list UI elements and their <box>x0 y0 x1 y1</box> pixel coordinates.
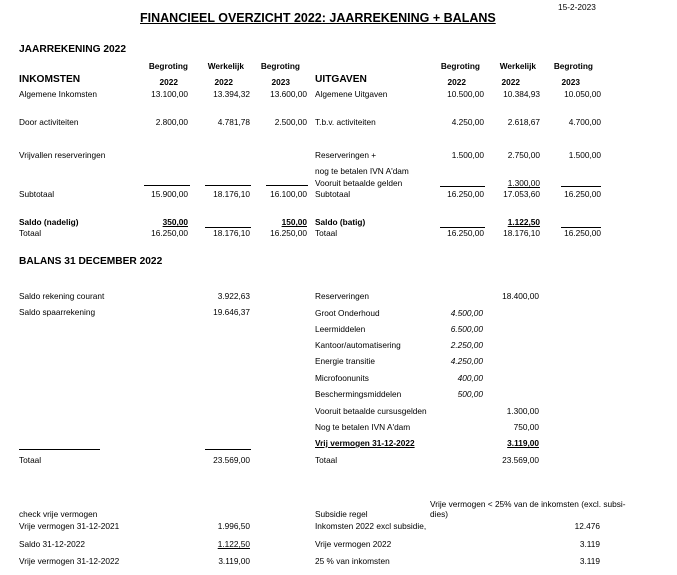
balans-right-value: 3.119,00 <box>507 438 539 448</box>
balans-right-label: Groot Onderhoud <box>315 308 380 318</box>
uitgaven-cell: 1.300,00 <box>507 178 540 188</box>
col-year-2-left: 2022 <box>214 77 233 87</box>
balans-right-label: Energie transitie <box>315 356 375 366</box>
col-year-1-right: 2022 <box>447 77 466 87</box>
inkomsten-heading: INKOMSTEN <box>19 74 81 85</box>
sum-line <box>205 449 251 450</box>
inkomsten-cell: 2.800,00 <box>155 117 188 127</box>
balans-right-total-label: Totaal <box>315 455 338 465</box>
balans-left-total-value: 23.569,00 <box>213 455 250 465</box>
balans-right-sub: 500,00 <box>457 389 483 399</box>
balans-right-label: Nog te betalen IVN A'dam <box>315 422 411 432</box>
inkomsten-cell: 15.900,00 <box>151 189 188 199</box>
check-row-value: 3.119,00 <box>218 556 250 566</box>
sum-line <box>19 449 100 450</box>
subsidie-row-value: 3.119 <box>579 556 600 566</box>
balans-right-label: Reserveringen <box>315 291 369 301</box>
check-row-value: 1.122,50 <box>217 539 250 549</box>
sum-line <box>440 186 485 187</box>
uitgaven-row-label: Saldo (batig) <box>315 217 366 227</box>
balans-right-sub: 4.500,00 <box>450 308 483 318</box>
check-row-label: Saldo 31-12-2022 <box>19 539 85 549</box>
col-year-3-left: 2023 <box>271 77 290 87</box>
balans-right-sub: 2.250,00 <box>450 340 483 350</box>
uitgaven-cell: 1.122,50 <box>507 217 540 227</box>
inkomsten-cell: 18.176,10 <box>213 189 250 199</box>
uitgaven-row-label: Reserveringen + <box>315 150 377 160</box>
check-row-label: Vrije vermogen 31-12-2021 <box>19 521 120 531</box>
jaarrekening-heading: JAARREKENING 2022 <box>19 44 127 55</box>
balans-right-label: Vrij vermogen 31-12-2022 <box>315 438 415 448</box>
inkomsten-row-label: Subtotaal <box>19 189 55 199</box>
inkomsten-cell: 13.394,32 <box>213 89 250 99</box>
inkomsten-cell: 150,00 <box>281 217 307 227</box>
balans-right-total-value: 23.569,00 <box>502 455 539 465</box>
page-title: FINANCIEEL OVERZICHT 2022: JAARREKENING + BALANS <box>140 11 496 25</box>
uitgaven-row-label: Subtotaal <box>315 189 351 199</box>
subsidie-row-value: 12.476 <box>574 521 600 531</box>
uitgaven-cell: 2.618,67 <box>507 117 540 127</box>
col-label-begroting-2022-right: Begroting <box>440 61 480 71</box>
uitgaven-cell: 4.250,00 <box>451 117 484 127</box>
balans-right-label: Beschermingsmiddelen <box>315 389 402 399</box>
balans-right-label: Leermiddelen <box>315 324 366 334</box>
uitgaven-heading: UITGAVEN <box>315 74 367 85</box>
sum-line <box>266 185 308 186</box>
col-year-1-left: 2022 <box>159 77 178 87</box>
balans-right-label: Microfoonunits <box>315 373 369 383</box>
subsidie-row-value: 3.119 <box>579 539 600 549</box>
inkomsten-row-label: Algemene Inkomsten <box>19 89 97 99</box>
col-year-2-right: 2022 <box>501 77 520 87</box>
uitgaven-row-label: T.b.v. activiteiten <box>315 117 376 127</box>
check-row-label: Vrije vermogen 31-12-2022 <box>19 556 120 566</box>
balans-right-value: 1.300,00 <box>506 406 539 416</box>
uitgaven-cell: 1.500,00 <box>451 150 484 160</box>
sum-line <box>205 185 251 186</box>
col-label-begroting-2023-left: Begroting <box>260 61 300 71</box>
uitgaven-cell: 10.050,00 <box>564 89 601 99</box>
uitgaven-cell: 10.500,00 <box>447 89 484 99</box>
inkomsten-cell: 16.250,00 <box>270 228 307 238</box>
document-date: 15-2-2023 <box>558 2 596 12</box>
col-label-begroting-2022-left: Begroting <box>148 61 188 71</box>
check-row-value: 1.996,50 <box>217 521 250 531</box>
uitgaven-cell: 2.750,00 <box>507 150 540 160</box>
uitgaven-cell: 17.053,60 <box>503 189 540 199</box>
balans-left-total-label: Totaal <box>19 455 42 465</box>
uitgaven-cell: 16.250,00 <box>564 189 601 199</box>
balans-left-value: 3.922,63 <box>217 291 250 301</box>
balans-left-label: Saldo rekening courant <box>19 291 105 301</box>
inkomsten-cell: 2.500,00 <box>274 117 307 127</box>
balans-left-value: 19.646,37 <box>213 307 250 317</box>
subsidie-row-label: 25 % van inkomsten <box>315 556 390 566</box>
balans-right-value: 750,00 <box>513 422 539 432</box>
uitgaven-row-label: Vooruit betaalde gelden <box>315 178 403 188</box>
inkomsten-cell: 13.600,00 <box>270 89 307 99</box>
inkomsten-row-label: Totaal <box>19 228 42 238</box>
inkomsten-row-label: Saldo (nadelig) <box>19 217 79 227</box>
check-heading: check vrije vermogen <box>19 509 98 519</box>
subsidie-note: Vrije vermogen < 25% van de inkomsten (excl. subsi- <box>430 499 626 509</box>
inkomsten-row-label: Door activiteiten <box>19 117 79 127</box>
inkomsten-cell: 13.100,00 <box>151 89 188 99</box>
uitgaven-row-label: Algemene Uitgaven <box>315 89 388 99</box>
inkomsten-cell: 4.781,78 <box>217 117 250 127</box>
balans-right-label: Vooruit betaalde cursusgelden <box>315 406 427 416</box>
uitgaven-cell: 4.700,00 <box>568 117 601 127</box>
balans-right-sub: 6.500,00 <box>450 324 483 334</box>
inkomsten-cell: 18.176,10 <box>213 228 250 238</box>
subsidie-row-label: Vrije vermogen 2022 <box>315 539 392 549</box>
inkomsten-row-label: Vrijvallen reserveringen <box>19 150 106 160</box>
subsidie-heading: Subsidie regel <box>315 509 368 519</box>
balans-right-label: Kantoor/automatisering <box>315 340 401 350</box>
inkomsten-cell: 350,00 <box>162 217 188 227</box>
balans-right-value: 18.400,00 <box>502 291 539 301</box>
balans-left-label: Saldo spaarrekening <box>19 307 96 317</box>
col-label-werkelijk-2022-left: Werkelijk <box>207 61 244 71</box>
balans-right-sub: 400,00 <box>457 373 483 383</box>
inkomsten-cell: 16.250,00 <box>151 228 188 238</box>
sum-line <box>144 185 190 186</box>
uitgaven-cell: 16.250,00 <box>447 189 484 199</box>
uitgaven-cell: 16.250,00 <box>447 228 484 238</box>
uitgaven-cell: 10.384,93 <box>503 89 540 99</box>
balans-heading: BALANS 31 DECEMBER 2022 <box>19 256 163 267</box>
balans-right-sub: 4.250,00 <box>450 356 483 366</box>
uitgaven-cell: 1.500,00 <box>568 150 601 160</box>
col-label-begroting-2023-right: Begroting <box>553 61 593 71</box>
col-year-3-right: 2023 <box>561 77 580 87</box>
uitgaven-row-label: nog te betalen IVN A'dam <box>315 166 409 176</box>
subsidie-note-cont: dies) <box>430 509 448 519</box>
subsidie-row-label: Inkomsten 2022 excl subsidie, <box>315 521 427 531</box>
inkomsten-cell: 16.100,00 <box>270 189 307 199</box>
col-label-werkelijk-2022-right: Werkelijk <box>499 61 536 71</box>
uitgaven-cell: 18.176,10 <box>503 228 540 238</box>
uitgaven-row-label: Totaal <box>315 228 338 238</box>
uitgaven-cell: 16.250,00 <box>564 228 601 238</box>
sum-line <box>561 186 601 187</box>
